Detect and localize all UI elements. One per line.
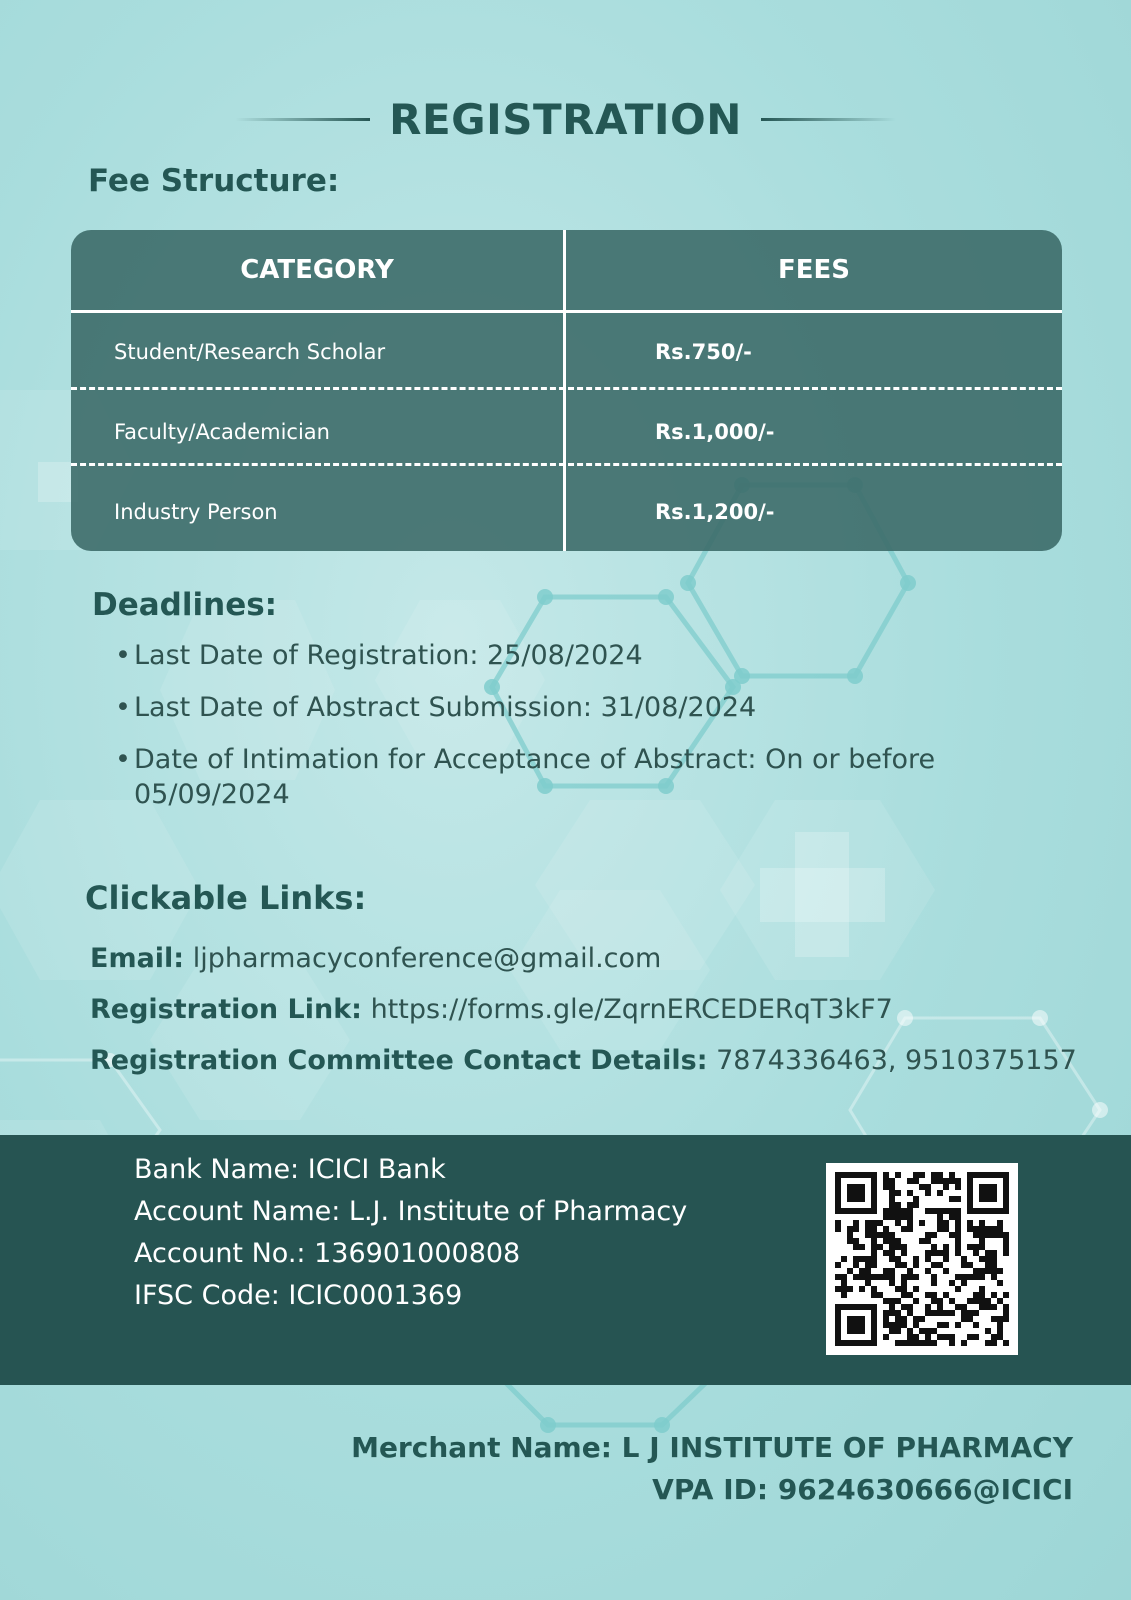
email-label: Email: <box>90 943 185 974</box>
contact-numbers: 7874336463, 9510375157 <box>716 1045 1077 1076</box>
table-row <box>71 393 1062 472</box>
table-header-fees: FEES <box>777 255 850 285</box>
title-decoration-line-right <box>761 118 896 121</box>
fee-table <box>71 230 1062 551</box>
row-divider <box>71 387 1062 390</box>
registration-link-line <box>90 994 893 1025</box>
fee-structure-heading: Fee Structure: <box>88 163 340 199</box>
title-decoration-line-left <box>235 118 370 121</box>
registration-link-label: Registration Link: <box>90 994 362 1025</box>
table-column-divider <box>563 230 566 551</box>
bullet-icon: • <box>115 744 131 775</box>
list-item <box>115 742 1015 812</box>
table-row <box>71 473 1062 551</box>
row-fee: Rs.1,200/- <box>655 500 775 524</box>
list-item <box>115 690 1015 725</box>
bank-name: Bank Name: ICICI Bank <box>134 1154 446 1185</box>
deadline-text: Last Date of Registration: 25/08/2024 <box>134 640 643 671</box>
email-link[interactable]: ljpharmacyconference@gmail.com <box>192 943 662 974</box>
row-category: Student/Research Scholar <box>114 340 386 364</box>
table-row <box>71 313 1062 392</box>
deadline-text: Last Date of Abstract Submission: 31/08/2024 <box>134 692 757 723</box>
bank-details <box>134 1149 687 1317</box>
row-category: Faculty/Academician <box>114 420 330 444</box>
row-fee: Rs.1,000/- <box>655 420 775 444</box>
account-number: Account No.: 136901000808 <box>134 1238 521 1269</box>
table-header-category: CATEGORY <box>240 255 394 285</box>
deadline-text: Date of Intimation for Acceptance of Abstract: On or before 05/09/2024 <box>134 744 936 810</box>
row-divider <box>71 463 1062 466</box>
list-item <box>115 638 1015 673</box>
page-title: REGISTRATION <box>389 95 742 144</box>
bank-details-band <box>0 1135 1131 1385</box>
bullet-icon: • <box>115 640 131 671</box>
payment-qr-code <box>826 1163 1018 1355</box>
ifsc-code: IFSC Code: ICIC0001369 <box>134 1280 463 1311</box>
contact-label: Registration Committee Contact Details: <box>90 1045 708 1076</box>
row-category: Industry Person <box>114 500 278 524</box>
title-row <box>0 95 1131 144</box>
merchant-info <box>351 1427 1073 1511</box>
account-name: Account Name: L.J. Institute of Pharmacy <box>134 1196 688 1227</box>
contact-details-line <box>90 1045 1077 1076</box>
vpa-id: VPA ID: 9624630666@ICICI <box>652 1473 1073 1506</box>
registration-link[interactable]: https://forms.gle/ZqrnERCEDERqT3kF7 <box>370 994 893 1025</box>
deadlines-heading: Deadlines: <box>92 587 278 623</box>
row-fee: Rs.750/- <box>655 340 752 364</box>
deadlines-list <box>115 638 1015 829</box>
bullet-icon: • <box>115 692 131 723</box>
email-line <box>90 943 661 974</box>
merchant-name: Merchant Name: L J INSTITUTE OF PHARMACY <box>351 1431 1073 1464</box>
clickable-links-heading: Clickable Links: <box>85 879 367 917</box>
qr-code-icon <box>826 1163 1018 1355</box>
